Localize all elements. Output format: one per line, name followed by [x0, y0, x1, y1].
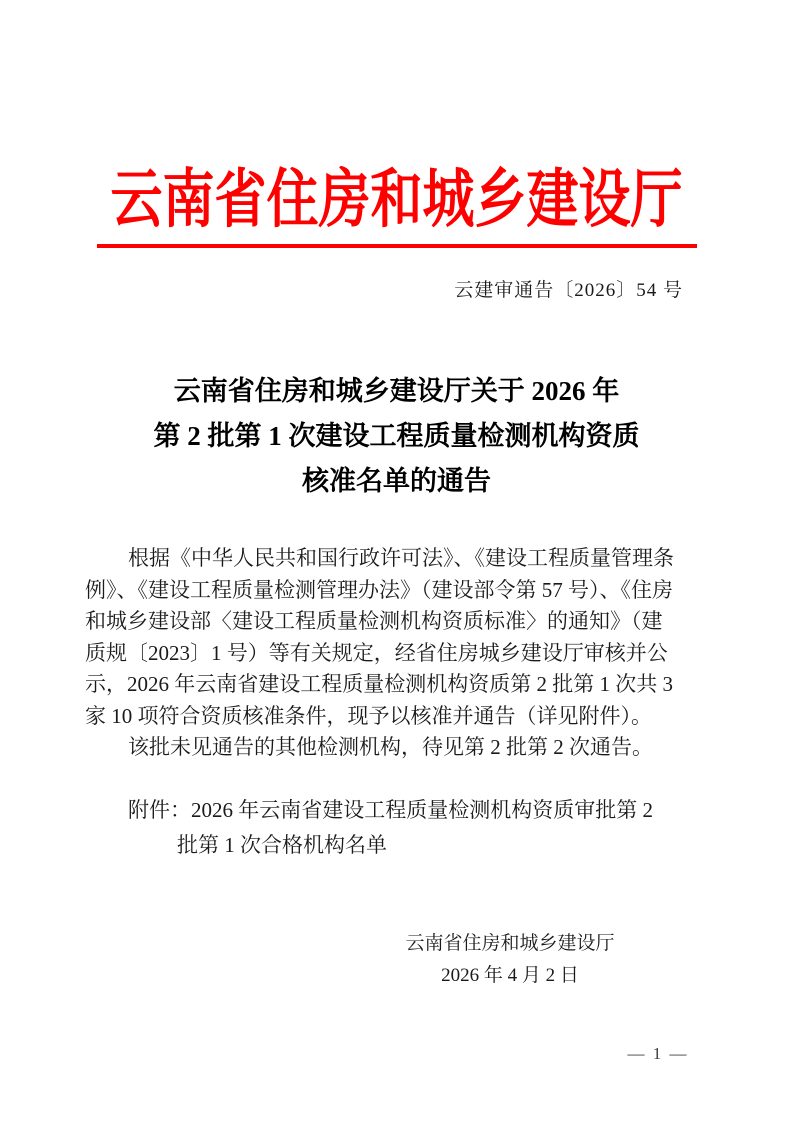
- signoff-date: 2026 年 4 月 2 日: [441, 965, 579, 986]
- signoff-agency: 云南省住房和城乡建设厅: [405, 933, 615, 954]
- attachment-line-1: 附件：2026 年云南省建设工程质量检测机构资质审批第 2: [128, 798, 653, 822]
- attachment-note: [85, 793, 710, 863]
- attachment-line-2: 批第 1 次合格机构名单: [177, 833, 387, 857]
- body-paragraph1-line: 根据《中华人民共和国行政许可法》、《建设工程质量管理条: [128, 546, 674, 570]
- notice-title-line-2: 第 2 批第 1 次建设工程质量检测机构资质: [153, 421, 640, 451]
- notice-title: [0, 369, 793, 504]
- body-paragraph2: 该批未见通告的其他检测机构，待见第 2 批第 2 次通告。: [128, 735, 653, 759]
- body-paragraph1-line: 例》、《建设工程质量检测管理办法》（建设部令第 57 号）、《住房: [85, 577, 673, 602]
- red-divider-rule: [97, 244, 697, 248]
- doc-reference-number: 云建审通告〔2026〕54 号: [454, 280, 683, 301]
- notice-title-line-1: 云南省住房和城乡建设厅关于 2026 年: [173, 376, 620, 406]
- body-paragraph1-line: 家 10 项符合资质核准条件，现予以核准并通告（详见附件）。: [85, 703, 652, 728]
- body-text: [85, 543, 710, 764]
- body-paragraph1-line: 和城乡建设部〈建设工程质量检测机构资质标准〉的通知》（建: [85, 609, 663, 633]
- body-paragraph1-line: 质规〔2023〕1 号）等有关规定，经省住房城乡建设厅审核并公: [85, 640, 668, 665]
- masthead-agency-title: 云南省住房和城乡建设厅: [110, 164, 683, 236]
- page-number: — 1 —: [627, 1044, 689, 1063]
- body-paragraph1-line: 示，2026 年云南省建设工程质量检测机构资质第 2 批第 1 次共 3: [85, 672, 673, 696]
- signoff-block: [345, 928, 675, 992]
- notice-title-line-3: 核准名单的通告: [302, 466, 491, 496]
